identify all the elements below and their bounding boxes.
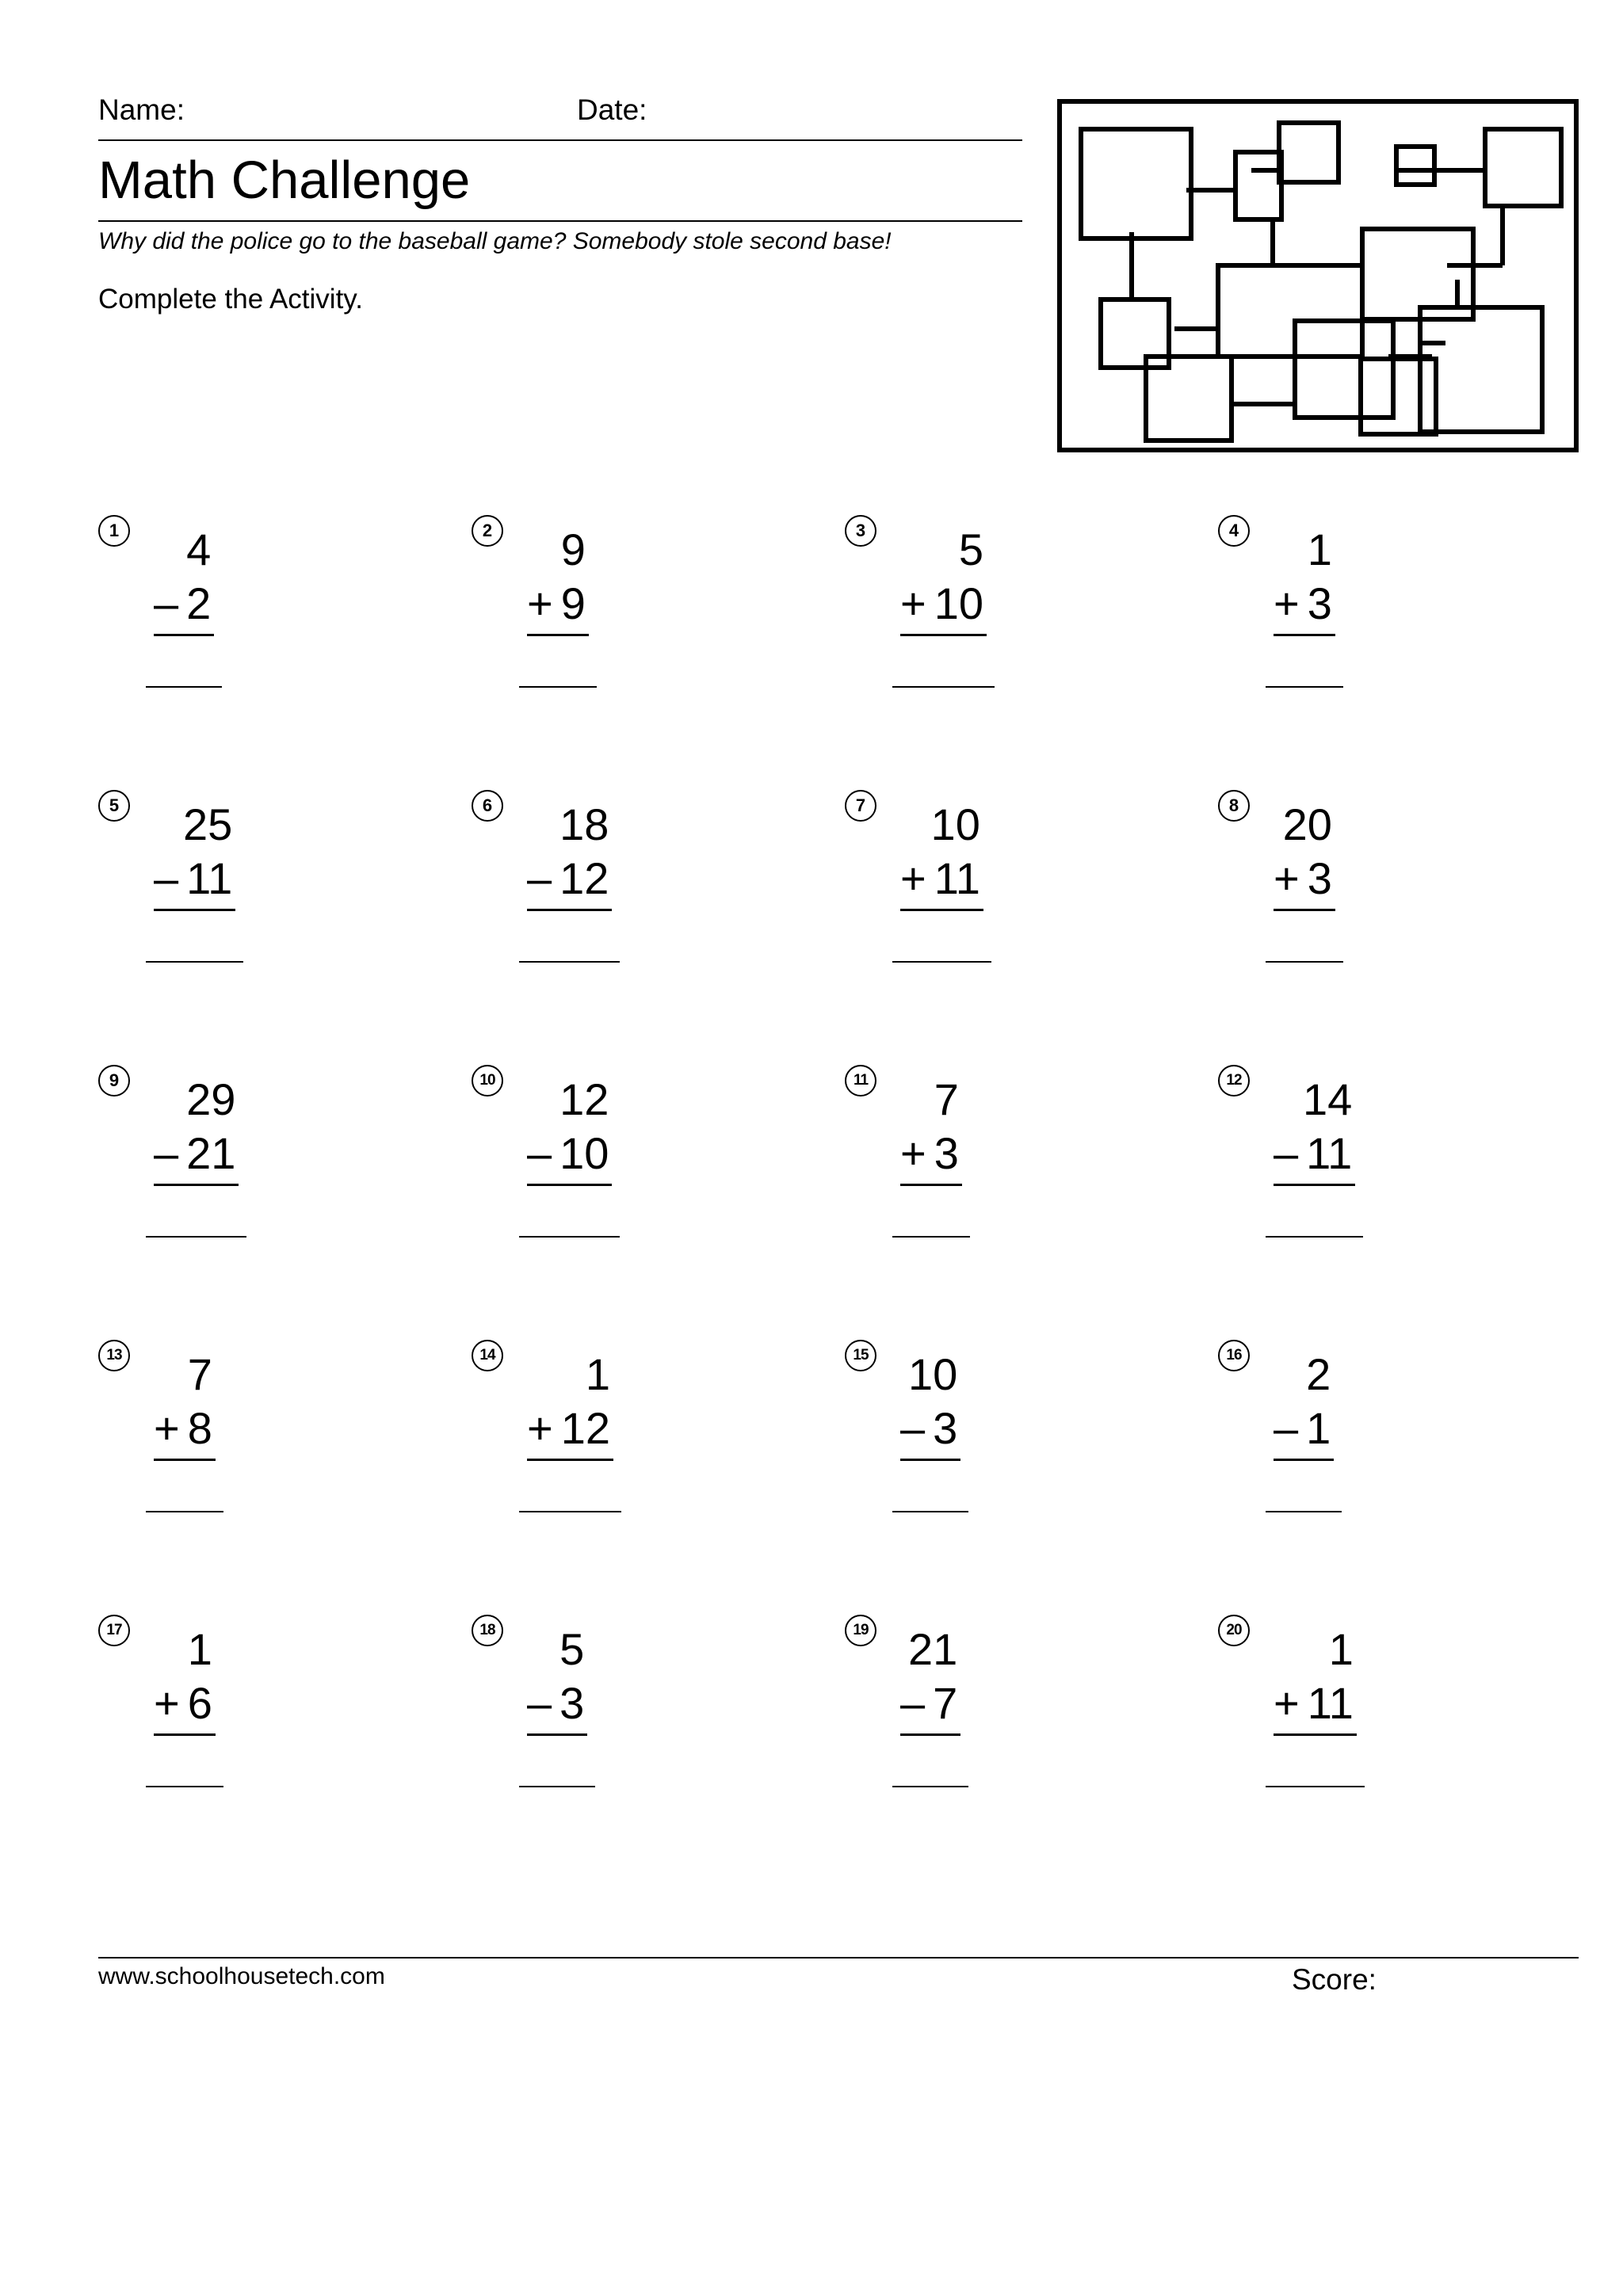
problem-stack (154, 523, 214, 636)
bottom-number: 1 (1306, 1403, 1331, 1453)
name-label: Name: (98, 93, 185, 126)
top-number: 12 (559, 1074, 609, 1124)
answer-blank[interactable] (892, 686, 995, 688)
operator-sign: – (900, 1403, 926, 1453)
sum-rule (900, 1184, 962, 1186)
problem-number-badge: 16 (1218, 1340, 1250, 1371)
operator-sign: + (900, 853, 926, 903)
top-number: 1 (187, 1624, 212, 1674)
problem-number-badge: 11 (845, 1065, 876, 1097)
operator-line (154, 577, 214, 631)
answer-blank[interactable] (519, 1236, 620, 1238)
top-number: 9 (560, 524, 586, 574)
problem-9 (98, 1065, 336, 1271)
operator-sign: – (154, 853, 179, 903)
bottom-number: 11 (1307, 1678, 1354, 1728)
problem-stack (900, 1623, 960, 1736)
operator-sign: + (1274, 853, 1300, 903)
operator-line (527, 1676, 587, 1730)
top-number: 20 (1282, 799, 1332, 849)
operator-sign: – (527, 1678, 552, 1728)
problem-16 (1218, 1340, 1456, 1546)
operator-sign: – (527, 853, 552, 903)
bottom-number: 11 (1306, 1128, 1353, 1178)
sum-rule (154, 634, 214, 636)
operator-line (1274, 577, 1335, 631)
sum-rule (527, 1459, 613, 1461)
problem-stack (154, 798, 235, 911)
score-label: Score: (1292, 1963, 1377, 1996)
problem-14 (472, 1340, 709, 1546)
connected-squares-image (1057, 99, 1579, 452)
top-number: 25 (183, 799, 233, 849)
answer-blank[interactable] (1266, 1511, 1342, 1512)
name-date-rule (98, 139, 1022, 141)
instructions-text: Complete the Activity. (98, 284, 363, 315)
operator-line (154, 1127, 239, 1180)
problem-number-badge: 8 (1218, 790, 1250, 822)
answer-blank[interactable] (1266, 1236, 1363, 1238)
problem-number-badge: 2 (472, 515, 503, 547)
sum-rule (527, 909, 612, 911)
problem-13 (98, 1340, 336, 1546)
problem-3 (845, 515, 1083, 721)
problem-stack (527, 798, 612, 911)
problem-stack (1274, 1073, 1355, 1186)
sum-rule (154, 1459, 216, 1461)
answer-blank[interactable] (1266, 961, 1343, 963)
problem-stack (900, 1348, 960, 1461)
operator-sign: + (1274, 1678, 1300, 1728)
problem-stack (900, 798, 983, 911)
problem-number-badge: 18 (472, 1615, 503, 1646)
operator-sign: + (527, 1403, 553, 1453)
answer-blank[interactable] (146, 961, 243, 963)
top-number: 2 (1306, 1349, 1331, 1399)
problem-number-badge: 6 (472, 790, 503, 822)
sum-rule (900, 1459, 960, 1461)
operator-line (527, 1127, 612, 1180)
problem-stack (154, 1073, 239, 1186)
problem-19 (845, 1615, 1083, 1821)
operator-line (900, 1676, 960, 1730)
bottom-number: 8 (187, 1403, 212, 1453)
top-number: 5 (958, 524, 983, 574)
operator-line (1274, 1127, 1355, 1180)
sum-rule (900, 1733, 960, 1736)
problem-8 (1218, 790, 1456, 996)
top-number: 10 (908, 1349, 958, 1399)
answer-blank[interactable] (1266, 1786, 1365, 1787)
problem-stack (527, 1073, 612, 1186)
top-number: 1 (1307, 524, 1332, 574)
operator-line (527, 852, 612, 906)
answer-blank[interactable] (146, 1786, 223, 1787)
problem-number-badge: 13 (98, 1340, 130, 1371)
sum-rule (527, 634, 589, 636)
page-title: Math Challenge (98, 151, 471, 210)
sum-rule (900, 909, 983, 911)
problem-stack (900, 1073, 962, 1186)
answer-blank[interactable] (892, 1786, 968, 1787)
operator-sign: + (527, 578, 553, 628)
top-number: 1 (585, 1349, 610, 1399)
problem-number-badge: 3 (845, 515, 876, 547)
sum-rule (154, 1733, 216, 1736)
top-number: 1 (1328, 1624, 1354, 1674)
operator-sign: + (1274, 578, 1300, 628)
problem-number-badge: 12 (1218, 1065, 1250, 1097)
problem-6 (472, 790, 709, 996)
operator-sign: + (900, 578, 926, 628)
title-rule (98, 220, 1022, 222)
problem-number-badge: 1 (98, 515, 130, 547)
problem-5 (98, 790, 336, 996)
bottom-number: 10 (559, 1128, 609, 1178)
operator-line (527, 577, 589, 631)
operator-sign: + (900, 1128, 926, 1178)
problem-number-badge: 17 (98, 1615, 130, 1646)
operator-line (154, 1676, 216, 1730)
sum-rule (1274, 1184, 1355, 1186)
problem-stack (1274, 523, 1335, 636)
problem-number-badge: 10 (472, 1065, 503, 1097)
problem-number-badge: 5 (98, 790, 130, 822)
answer-blank[interactable] (146, 686, 222, 688)
problem-10 (472, 1065, 709, 1271)
operator-line (900, 1402, 960, 1455)
answer-blank[interactable] (1266, 686, 1343, 688)
bottom-number: 11 (934, 853, 980, 903)
answer-blank[interactable] (892, 1236, 970, 1238)
sum-rule (1274, 1459, 1334, 1461)
bottom-number: 3 (934, 1128, 959, 1178)
bottom-number: 12 (559, 853, 609, 903)
problem-stack (527, 523, 589, 636)
top-number: 4 (186, 524, 212, 574)
sum-rule (527, 1184, 612, 1186)
problem-number-badge: 14 (472, 1340, 503, 1371)
problem-7 (845, 790, 1083, 996)
operator-sign: – (900, 1678, 926, 1728)
bottom-number: 7 (933, 1678, 958, 1728)
bottom-number: 3 (1307, 853, 1332, 903)
problem-17 (98, 1615, 336, 1821)
bottom-number: 12 (560, 1403, 610, 1453)
problem-12 (1218, 1065, 1456, 1271)
problem-15 (845, 1340, 1083, 1546)
problem-stack (1274, 1623, 1357, 1736)
operator-line (1274, 1676, 1357, 1730)
operator-sign: – (154, 1128, 179, 1178)
operator-line (900, 852, 983, 906)
date-label: Date: (577, 93, 647, 126)
answer-blank[interactable] (519, 1511, 621, 1512)
answer-blank[interactable] (519, 961, 620, 963)
bottom-number: 10 (934, 578, 983, 628)
sum-rule (1274, 634, 1335, 636)
problem-stack (900, 523, 987, 636)
operator-line (900, 1127, 962, 1180)
problem-stack (527, 1623, 587, 1736)
top-number: 5 (559, 1624, 585, 1674)
bottom-number: 3 (559, 1678, 585, 1728)
bottom-number: 3 (1307, 578, 1332, 628)
problem-11 (845, 1065, 1083, 1271)
top-number: 7 (187, 1349, 212, 1399)
problem-number-badge: 9 (98, 1065, 130, 1097)
problem-18 (472, 1615, 709, 1821)
answer-blank[interactable] (892, 1511, 968, 1512)
operator-sign: – (527, 1128, 552, 1178)
problem-number-badge: 19 (845, 1615, 876, 1646)
operator-sign: + (154, 1403, 180, 1453)
bottom-number: 21 (186, 1128, 236, 1178)
bottom-number: 3 (933, 1403, 958, 1453)
sum-rule (154, 1184, 239, 1186)
bottom-number: 9 (560, 578, 586, 628)
operator-sign: + (154, 1678, 180, 1728)
top-number: 14 (1303, 1074, 1353, 1124)
answer-blank[interactable] (892, 961, 991, 963)
answer-blank[interactable] (519, 686, 597, 688)
problem-1 (98, 515, 336, 721)
problem-number-badge: 7 (845, 790, 876, 822)
top-number: 21 (908, 1624, 958, 1674)
operator-line (527, 1402, 613, 1455)
problem-stack (1274, 798, 1335, 911)
top-number: 7 (934, 1074, 959, 1124)
problem-20 (1218, 1615, 1456, 1821)
problem-number-badge: 4 (1218, 515, 1250, 547)
problem-4 (1218, 515, 1456, 721)
bottom-number: 6 (187, 1678, 212, 1728)
problem-2 (472, 515, 709, 721)
operator-sign: – (1274, 1403, 1299, 1453)
problem-stack (154, 1623, 216, 1736)
joke-text: Why did the police go to the baseball game? Somebody stole second base! (98, 228, 892, 254)
top-number: 10 (930, 799, 980, 849)
problem-stack (1274, 1348, 1334, 1461)
answer-blank[interactable] (146, 1236, 246, 1238)
problem-number-badge: 20 (1218, 1615, 1250, 1646)
footer-rule (98, 1957, 1579, 1958)
operator-line (1274, 852, 1335, 906)
bottom-number: 11 (186, 853, 233, 903)
problem-stack (527, 1348, 613, 1461)
footer-url: www.schoolhousetech.com (98, 1963, 385, 1989)
top-number: 18 (559, 799, 609, 849)
operator-sign: – (1274, 1128, 1299, 1178)
problem-stack (154, 1348, 216, 1461)
answer-blank[interactable] (519, 1786, 595, 1787)
top-number: 29 (186, 1074, 236, 1124)
problem-number-badge: 15 (845, 1340, 876, 1371)
sum-rule (900, 634, 987, 636)
operator-line (900, 577, 987, 631)
sum-rule (154, 909, 235, 911)
answer-blank[interactable] (146, 1511, 223, 1512)
sum-rule (1274, 1733, 1357, 1736)
operator-line (154, 852, 235, 906)
bottom-number: 2 (186, 578, 212, 628)
sum-rule (527, 1733, 587, 1736)
sum-rule (1274, 909, 1335, 911)
operator-line (154, 1402, 216, 1455)
operator-line (1274, 1402, 1334, 1455)
operator-sign: – (154, 578, 179, 628)
